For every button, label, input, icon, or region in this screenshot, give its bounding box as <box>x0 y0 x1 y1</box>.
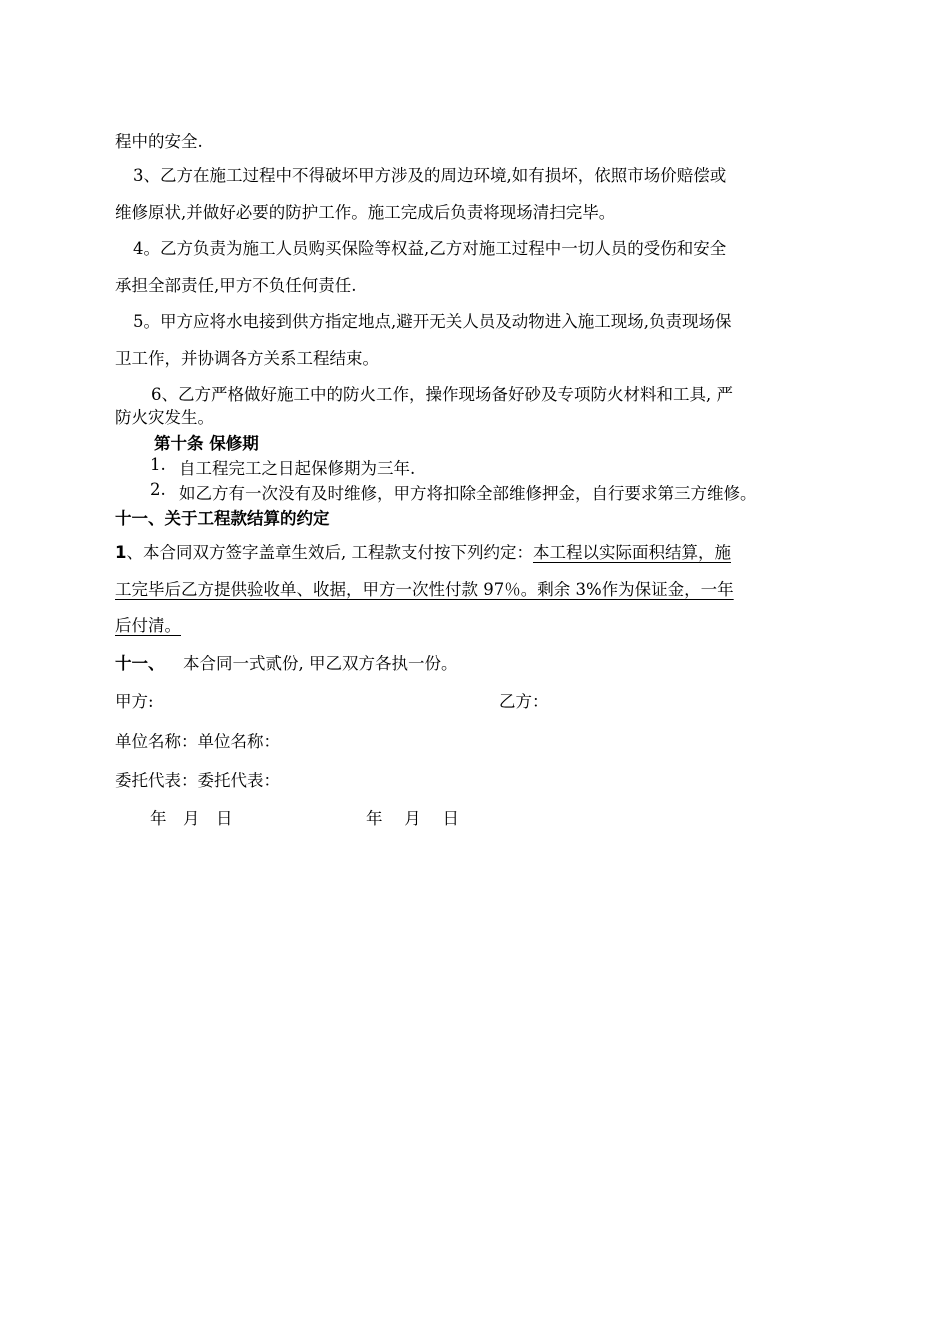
representative-labels: 委托代表：委托代表： <box>115 771 280 790</box>
clause9-item6-line1: 6、乙方严格做好施工中的防火工作，操作现场备好砂及专项防火材料和工具, 严 <box>151 385 733 404</box>
clause10-item2: 如乙方有一次没有及时维修，甲方将扣除全部维修押金，自行要求第三方维修。 <box>179 484 757 503</box>
clause10-title: 第十条 保修期 <box>154 434 259 453</box>
clause9-continuation: 程中的安全. <box>115 132 203 151</box>
clause11-payment-terms-1: 本工程以实际面积结算，施 <box>532 543 731 562</box>
clause9-item4-line1: 4。乙方负责为施工人员购买保险等权益,乙方对施工过程中一切人员的受伤和安全 <box>133 239 727 258</box>
clause9-item4-line2: 承担全部责任,甲方不负任何责任. <box>115 276 357 295</box>
clause11-payment-terms-3: 后付清。 <box>115 616 181 635</box>
party-a-date: 年 月 日 <box>150 809 233 828</box>
party-a-label: 甲方: <box>115 692 154 711</box>
clause11-payment-terms-2: 工完毕后乙方提供验收单、收据，甲方一次性付款 97％。剩余 3%作为保证金，一年 <box>115 580 734 599</box>
party-b-date: 年 月 日 <box>366 809 459 828</box>
clause12-text: 本合同一式贰份, 甲乙双方各执一份。 <box>183 654 458 673</box>
clause9-item3-line2: 维修原状,并做好必要的防护工作。施工完成后负责将现场清扫完毕。 <box>115 203 616 222</box>
clause11-para1-text: 、本合同双方签字盖章生效后, 工程款支付按下列约定： <box>126 543 533 562</box>
clause11-para1-number: 1 <box>115 543 127 562</box>
clause11-title: 十一、关于工程款结算的约定 <box>115 509 330 528</box>
party-b-label: 乙方： <box>499 692 549 711</box>
clause9-item5-line2: 卫工作，并协调各方关系工程结束。 <box>115 349 379 368</box>
clause9-item3-line1: 3、乙方在施工过程中不得破坏甲方涉及的周边环境,如有损坏，依照市场价赔偿或 <box>133 166 727 185</box>
clause11-para1-line1 <box>115 539 731 563</box>
clause9-item6-line2: 防火灾发生。 <box>115 408 214 427</box>
unit-name-labels: 单位名称：单位名称： <box>115 732 280 751</box>
clause10-item1-number: 1. <box>150 455 166 474</box>
clause9-item5-line1: 5。甲方应将水电接到供方指定地点,避开无关人员及动物进入施工现场,负责现场保 <box>133 312 732 331</box>
clause10-item2-number: 2. <box>150 480 166 499</box>
clause12-title: 十一、 <box>115 654 165 673</box>
clause10-item1: 自工程完工之日起保修期为三年. <box>179 459 416 478</box>
